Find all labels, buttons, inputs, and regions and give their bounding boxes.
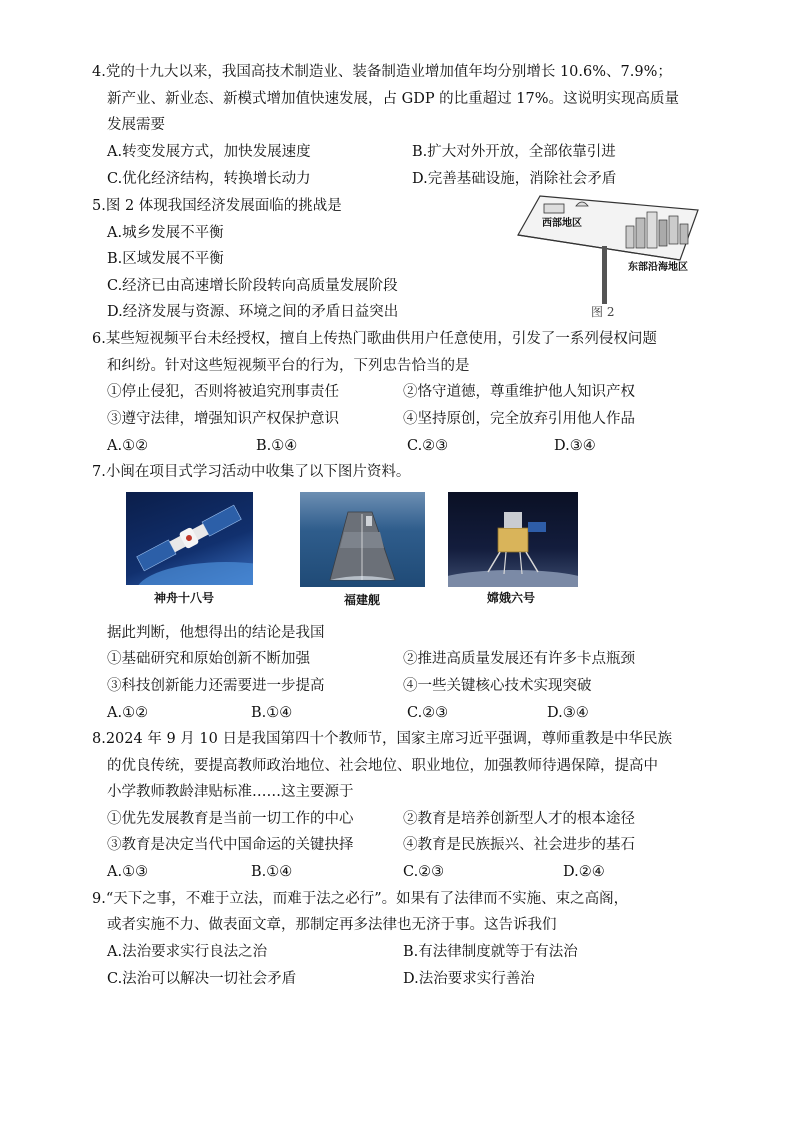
- q7-conclusion-line: 据此判断，他想得出的结论是我国: [107, 625, 325, 641]
- q6-stem-line1: 6.某些短视频平台未经授权，擅自上传热门歌曲供用户任意使用，引发了一系列侵权问题: [92, 331, 657, 347]
- q8-option-c: C.②③: [403, 864, 445, 880]
- q8-option-d: D.②④: [563, 864, 605, 880]
- q7-item-3: ③科技创新能力还需要进一步提高: [107, 678, 325, 694]
- q5-option-c: C.经济已由高速增长阶段转向高质量发展阶段: [107, 278, 398, 294]
- q4-stem-line3: 发展需要: [107, 117, 165, 133]
- q6-item-4: ④坚持原创，完全放弃引用他人作品: [403, 411, 635, 427]
- q9-stem-line2: 或者实施不力、做表面文章，那制定再多法律也无济于事。这告诉我们: [107, 917, 557, 933]
- q6-stem-line2: 和纠纷。针对这些短视频平台的行为，下列忠告恰当的是: [107, 358, 470, 374]
- q9-option-a: A.法治要求实行良法之治: [107, 944, 268, 960]
- q6-option-d: D.③④: [554, 438, 596, 454]
- q8-stem-line2: 的优良传统，要提高教师政治地位、社会地位、职业地位，加强教师待遇保障，提高中: [107, 758, 658, 774]
- q4-option-a: A.转变发展方式，加快发展速度: [107, 144, 311, 160]
- spacecraft-photo: [126, 492, 253, 585]
- q8-item-3: ③教育是决定当代中国命运的关键抉择: [107, 837, 354, 853]
- q8-stem-line1: 8.2024 年 9 月 10 日是我国第四十个教师节，国家主席习近平强调，尊师重教是中华民族: [92, 731, 672, 747]
- q8-item-2: ②教育是培养创新型人才的根本途径: [403, 811, 635, 827]
- carrier-caption: 福建舰: [344, 593, 381, 607]
- q6-option-b: B.①④: [256, 438, 298, 454]
- q6-item-2: ②恪守道德，尊重维护他人知识产权: [403, 384, 635, 400]
- q7-option-b: B.①④: [251, 705, 293, 721]
- spacecraft-caption: 神舟十八号: [154, 591, 215, 605]
- q9-option-c: C.法治可以解决一切社会矛盾: [107, 971, 297, 987]
- figure-2-label-west: 西部地区: [542, 218, 582, 229]
- q5-stem: 5.图 2 体现我国经济发展面临的挑战是: [92, 198, 342, 214]
- q8-item-4: ④教育是民族振兴、社会进步的基石: [403, 837, 635, 853]
- q6-item-3: ③遵守法律，增强知识产权保护意识: [107, 411, 339, 427]
- q4-option-b: B.扩大对外开放，全部依靠引进: [412, 144, 616, 160]
- q4-stem-line1: 4.党的十九大以来，我国高技术制造业、装备制造业增加值年均分别增长 10.6%、7.9%；: [92, 64, 672, 80]
- q8-option-b: B.①④: [251, 864, 293, 880]
- q7-item-4: ④一些关键核心技术实现突破: [403, 678, 592, 694]
- q5-option-a: A.城乡发展不平衡: [107, 225, 224, 241]
- q9-option-b: B.有法律制度就等于有法治: [403, 944, 578, 960]
- q4-stem-line2: 新产业、新业态、新模式增加值快速发展，占 GDP 的比重超过 17%。这说明实现高质量: [107, 91, 680, 107]
- q8-item-1: ①优先发展教育是当前一切工作的中心: [107, 811, 354, 827]
- q5-option-d: D.经济发展与资源、环境之间的矛盾日益突出: [107, 304, 399, 320]
- q7-stem: 7.小闽在项目式学习活动中收集了以下图片资料。: [92, 464, 411, 480]
- q7-item-2: ②推进高质量发展还有许多卡点瓶颈: [403, 651, 635, 667]
- q6-option-c: C.②③: [407, 438, 449, 454]
- q7-item-1: ①基础研究和原始创新不断加强: [107, 651, 310, 667]
- q9-stem-line1: 9.“天下之事，不难于立法，而难于法之必行”。如果有了法律而不实施、束之高阁，: [92, 891, 629, 907]
- q9-option-d: D.法治要求实行善治: [403, 971, 535, 987]
- q8-option-a: A.①③: [107, 864, 149, 880]
- q8-stem-line3: 小学教师教龄津贴标准……这主要源于: [107, 784, 354, 800]
- q5-option-b: B.区域发展不平衡: [107, 251, 224, 267]
- q4-option-c: C.优化经济结构，转换增长动力: [107, 171, 311, 187]
- q6-item-1: ①停止侵犯，否则将被追究刑事责任: [107, 384, 339, 400]
- q6-option-a: A.①②: [107, 438, 149, 454]
- q4-option-d: D.完善基础设施，消除社会矛盾: [412, 171, 617, 187]
- q7-option-a: A.①②: [107, 705, 149, 721]
- figure-2-caption: 图 2: [591, 305, 615, 319]
- q7-option-d: D.③④: [547, 705, 589, 721]
- lunar-lander-photo: [448, 492, 578, 587]
- q7-option-c: C.②③: [407, 705, 449, 721]
- figure-2-label-east: 东部沿海地区: [628, 262, 688, 273]
- aircraft-carrier-photo: [300, 492, 425, 587]
- figure-2-illustration: [510, 190, 700, 320]
- lander-caption: 嫦娥六号: [487, 591, 536, 605]
